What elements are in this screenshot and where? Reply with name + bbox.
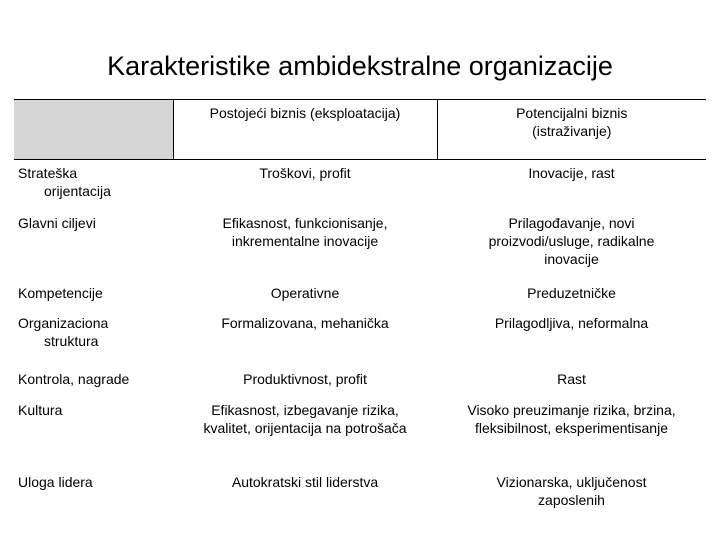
row-label-line1: Kompetencije <box>18 284 103 301</box>
table-row <box>14 160 706 210</box>
cell-exploitation: Autokratski stil liderstva <box>231 473 379 490</box>
row-label-line1: Organizaciona <box>18 314 109 331</box>
cell-exploitation: Formalizovana, mehanička <box>221 314 389 331</box>
cell-exploitation <box>173 210 437 280</box>
row-label <box>14 310 173 366</box>
cell-exploration: Preduzetničke <box>527 284 616 301</box>
row-label-line1: Kontrola, nagrade <box>18 370 130 387</box>
column-header-exploration <box>437 100 706 160</box>
row-label-line2: struktura <box>44 332 99 349</box>
cell-exploration: Inovacije, rast <box>528 165 615 181</box>
column-header-label: Postojeći biznis (eksploatacija) <box>209 105 401 121</box>
cell-text: Vizionarska, uključenost zaposlenih <box>496 473 647 508</box>
cell-exploration <box>437 469 706 519</box>
row-label-line1: Glavni ciljevi <box>18 214 96 231</box>
row-label-line1: Kultura <box>18 401 63 418</box>
table-row <box>14 397 706 469</box>
table-row <box>14 310 706 366</box>
cell-text: Prilagođavanje, novi proizvodi/usluge, radikalne inovacije <box>488 214 655 267</box>
table-row <box>14 280 706 310</box>
row-label <box>14 160 173 210</box>
cell-text: Efikasnost, funkcionisanje, inkrementalne inovacije <box>222 214 388 249</box>
row-label-line1: Strateška <box>18 165 78 181</box>
cell-exploration: Rast <box>557 370 586 387</box>
page-title: Karakteristike ambidekstralne organizacije <box>107 51 613 81</box>
cell-text: Visoko preuzimanje rizika, brzina, fleksibilnost, eksperimentisanje <box>467 401 676 436</box>
header-corner-cell <box>14 100 173 160</box>
cell-exploitation: Operativne <box>270 284 340 301</box>
row-label <box>14 469 173 519</box>
row-label <box>14 210 173 280</box>
cell-text: Efikasnost, izbegavanje rizika, kvalitet, orijentacija na potrošača <box>203 401 407 436</box>
row-label <box>14 397 173 469</box>
characteristics-table <box>14 99 706 519</box>
column-header-label-line2: (istraživanje) <box>532 123 612 139</box>
row-label-line2: orijentacija <box>44 183 111 199</box>
cell-exploration <box>437 397 706 469</box>
table-row <box>14 366 706 397</box>
cell-exploitation: Troškovi, profit <box>259 165 351 181</box>
row-label <box>14 280 173 310</box>
row-label-line1: Uloga lidera <box>18 473 93 490</box>
cell-exploration <box>437 210 706 280</box>
table-row <box>14 469 706 519</box>
table-row <box>14 210 706 280</box>
table-header-row <box>14 100 706 160</box>
row-label <box>14 366 173 397</box>
column-header-label-line1: Potencijalni biznis <box>516 105 628 121</box>
cell-exploitation: Produktivnost, profit <box>243 370 367 387</box>
cell-exploration: Prilagodljiva, neformalna <box>494 314 649 331</box>
column-header-exploitation <box>173 100 437 160</box>
cell-exploitation <box>173 397 437 469</box>
